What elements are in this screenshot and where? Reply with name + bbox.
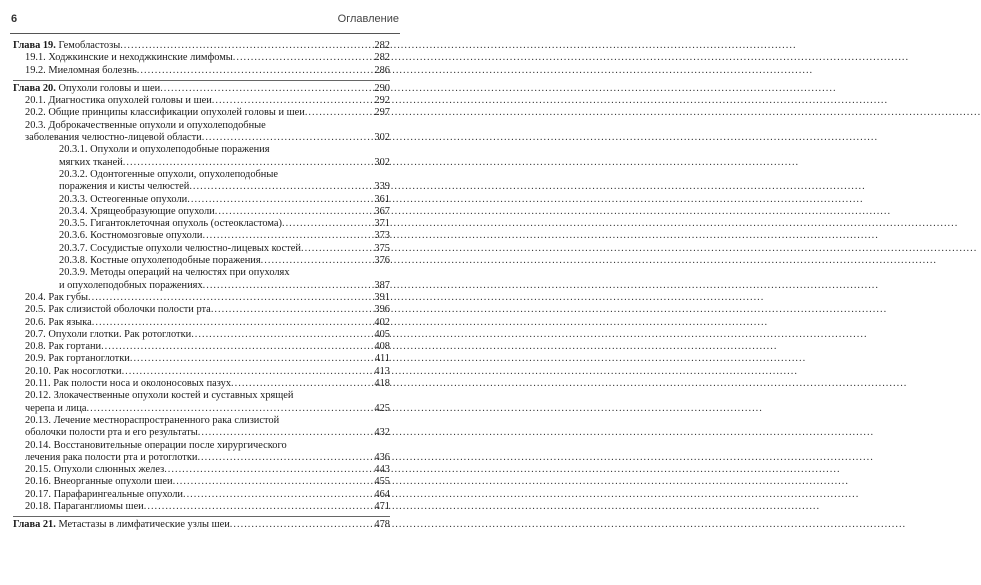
dot-leader [160,83,370,95]
toc-entry-text [25,452,197,464]
dot-leader [164,464,370,476]
toc-line [25,489,390,501]
toc-line [25,292,390,304]
toc-entry-text: 20.1. Диагностика опухолей головы и шеи [25,95,212,107]
toc-entry[interactable] [13,52,390,64]
toc-entry-text [25,65,137,77]
dot-leader [301,243,370,255]
toc-entry-text [25,403,87,415]
toc-line [25,317,390,329]
toc-entry[interactable] [13,65,390,77]
toc-entry[interactable] [13,329,390,341]
toc-line [25,95,390,107]
toc-entry-text: 20.3.6. Костномозговые опухоли [59,230,203,242]
toc-entry[interactable] [13,489,390,501]
toc-entry[interactable] [13,390,390,415]
toc-line [59,181,390,193]
toc-entry-text: лечения рака полости рта и ротоглотки [25,451,198,463]
toc-entry-text [25,132,202,144]
toc-line [59,206,390,218]
toc-line [59,194,390,206]
toc-entry-text: 20.16. Внеорганные опухоли шеи [25,476,173,488]
dot-leader [130,353,370,365]
toc-entry-text [25,464,164,476]
page-number: 376 [374,255,390,267]
toc-entry[interactable] [13,230,390,242]
dot-leader [212,95,370,107]
dot-leader [261,255,370,267]
toc-entry-text: 20.10. Рак носоглотки [25,365,122,377]
toc-line [25,378,390,390]
running-title: Оглавление [337,13,399,25]
dot-leader [101,341,370,353]
page-number: 436 [374,451,390,463]
page-number: 375 [374,242,390,254]
toc-entry-text: 20.13. Лечение местнораспространенного рака слизистой [25,414,280,426]
toc-line [59,243,390,255]
toc-entry-text: оболочки полости рта и его результаты [25,427,198,439]
toc-entry-text [25,304,211,316]
toc-line [25,107,390,119]
toc-entry-text [25,292,88,304]
dot-leader [233,52,370,64]
toc-entry-text: 20.3.1. Опухоли и опухолеподобные поражения [59,144,270,156]
toc-entry[interactable] [13,206,390,218]
dot-leader [187,194,370,206]
toc-entry-text [25,317,92,329]
page-number: 286 [374,64,390,76]
table-of-contents [13,40,390,532]
toc-entry-text: 19.1. Ходжкинские и неходжкинские лимфомы [25,52,233,64]
dot-leader [137,65,370,77]
toc-entry-text: 20.4. Рак губы [25,291,89,303]
toc-entry[interactable] [13,255,390,267]
dot-leader [122,366,370,378]
page-number: 432 [374,427,390,439]
dot-leader [92,317,370,329]
dot-leader [144,501,370,513]
toc-entry-text: 20.14. Восстановительные операции после хирургического [25,439,287,451]
toc-line [59,280,390,292]
page-number: 339 [374,181,390,193]
dot-leader [202,230,370,242]
toc-line [25,329,390,341]
toc-line [59,157,390,169]
toc-entry-text: 20.3.3. Остеогенные опухоли [59,193,188,205]
page-number: 373 [374,230,390,242]
toc-line [25,452,390,464]
toc-entry-text: 20.5. Рак слизистой оболочки полости рта [25,304,211,316]
dot-leader [123,157,370,169]
dot-leader [191,329,370,341]
dot-leader [173,476,370,488]
toc-entry-text [25,378,231,390]
toc-entry-text: заболевания челюстно-лицевой области [25,132,202,144]
toc-entry[interactable] [13,304,390,316]
page-number: 405 [374,328,390,340]
chapter-separator [13,516,390,517]
page-number: 6 [11,13,18,25]
page-number: 371 [374,218,390,230]
dot-leader [215,206,370,218]
toc-entry[interactable] [13,366,390,378]
toc-line [25,353,390,365]
chapter-entry[interactable] [13,40,390,52]
toc-line [25,341,390,353]
dot-leader [231,378,370,390]
chapter-title: Гемобластозы [55,40,121,51]
toc-entry-text: 20.11. Рак полости носа и околоносовых пазух [25,378,232,390]
toc-entry-text [59,157,123,169]
dot-leader [211,304,370,316]
toc-entry-text: 20.3.2. Одонтогенные опухоли, опухолеподобные [59,168,278,180]
toc-entry-text: 20.3.8. Костные опухолеподобные поражения [59,255,261,267]
dot-leader [198,427,370,439]
chapter-label: Глава 20. [13,82,56,94]
chapter-separator [13,80,390,81]
toc-entry-text: 20.12. Злокачественные опухоли костей и суставных хрящей [25,390,294,402]
dot-leader [88,292,370,304]
dot-leader [197,452,370,464]
toc-entry-text: 20.3.9. Методы операций на челюстях при опухолях [59,267,290,279]
toc-entry-text: 19.2. Миеломная болезнь [25,64,137,76]
page-number: 391 [374,291,390,303]
toc-line [59,255,390,267]
toc-line [25,464,390,476]
chapter-label: Глава 19. [13,40,56,51]
page-number: 302 [374,132,390,144]
page-number: 387 [374,279,390,291]
chapter-title: Опухоли головы и шеи [55,82,161,94]
toc-entry-text [25,489,183,501]
toc-entry-text: 20.3. Доброкачественные опухоли и опухолеподобные [25,119,266,131]
toc-entry[interactable] [13,107,390,119]
toc-entry-text: 20.9. Рак гортаноглотки [25,353,130,365]
toc-line [13,40,390,52]
page-number: 402 [374,316,390,328]
toc-entry-text [59,181,189,193]
toc-entry-text [25,341,101,353]
page-number: 282 [374,52,390,64]
toc-line [25,132,390,144]
toc-entry-text: мягких тканей [59,156,123,168]
toc-entry-text: 20.6. Рак языка [25,316,92,328]
toc-entry[interactable] [13,440,390,465]
toc-line [25,501,390,513]
toc-entry-text [13,83,160,95]
toc-line [59,230,390,242]
dot-leader [282,218,370,230]
toc-line [13,519,390,531]
toc-line [25,427,390,439]
page-number: 464 [374,488,390,500]
toc-entry[interactable] [13,415,390,440]
toc-entry[interactable] [13,464,390,476]
page-number: 361 [374,193,390,205]
toc-entry[interactable] [13,194,390,206]
chapter-page-number: 478 [374,519,390,531]
page-number: 408 [374,341,390,353]
dot-leader [183,489,370,501]
toc-entry-text [25,366,122,378]
toc-line [25,65,390,77]
page-number: 455 [374,476,390,488]
toc-entry-text: и опухолеподобных поражениях [59,279,203,291]
toc-entry-text: 20.2. Общие принципы классификации опухолей головы и шеи [25,107,305,119]
toc-entry-text [25,95,212,107]
page-number: 396 [374,304,390,316]
toc-line [25,304,390,316]
dot-leader [120,40,370,52]
page-number: 413 [374,365,390,377]
toc-entry[interactable] [13,353,390,365]
toc-entry-text [25,329,191,341]
toc-entry[interactable] [13,218,390,230]
toc-entry-text [25,501,144,513]
toc-line [25,52,390,64]
dot-leader [87,403,371,415]
toc-entry[interactable] [13,120,390,145]
toc-entry-text [25,476,173,488]
header-rule [10,33,400,34]
toc-entry[interactable] [13,95,390,107]
toc-entry-text [59,194,187,206]
toc-entry-text: черепа и лица [25,402,87,414]
page-number: 297 [374,107,390,119]
toc-entry-text [59,230,202,242]
page-number: 411 [374,353,390,365]
dot-leader [203,280,370,292]
page-number: 471 [374,500,390,512]
toc-line [25,403,390,415]
chapter-entry[interactable] [13,519,390,531]
toc-entry-text: 20.18. Параганглиомы шеи [25,500,144,512]
toc-entry-text [25,52,233,64]
toc-entry-text: 20.8. Рак гортани [25,341,102,353]
toc-line [25,476,390,488]
toc-entry-text: поражения и кисты челюстей [59,181,190,193]
toc-entry-text [59,206,215,218]
chapter-page-number: 290 [374,82,390,94]
toc-entry-text [13,519,230,531]
toc-entry-text: 20.17. Парафарингеальные опухоли [25,488,183,500]
dot-leader [202,132,370,144]
page-number: 443 [374,464,390,476]
toc-entry[interactable] [13,476,390,488]
toc-entry[interactable] [13,144,390,169]
page-number: 425 [374,402,390,414]
toc-entry-text [25,353,130,365]
toc-entry[interactable] [13,378,390,390]
toc-line [13,83,390,95]
chapter-page-number: 282 [374,40,390,51]
dot-leader [189,181,370,193]
toc-entry[interactable] [13,292,390,304]
toc-entry-text: 20.15. Опухоли слюнных желез [25,464,165,476]
toc-entry-text [59,255,261,267]
toc-entry-text [25,107,305,119]
toc-entry-text [59,280,203,292]
page-header [10,13,400,33]
toc-entry[interactable] [13,317,390,329]
toc-entry-text: 20.3.4. Хрящеобразующие опухоли [59,205,215,217]
toc-entry-text [25,427,198,439]
toc-line [25,366,390,378]
toc-entry-text [59,218,282,230]
toc-entry-text: 20.7. Опухоли глотки. Рак ротоглотки [25,328,192,340]
toc-entry[interactable] [13,169,390,194]
toc-entry[interactable] [13,341,390,353]
toc-line [59,218,390,230]
page-number: 367 [374,205,390,217]
page-number: 302 [374,156,390,168]
chapter-entry[interactable] [13,83,390,95]
chapter-label: Глава 21. [13,519,56,531]
page-number: 418 [374,378,390,390]
page-number: 292 [374,95,390,107]
toc-entry-text: 20.3.7. Сосудистые опухоли челюстно-лицевых костей [59,242,301,254]
chapter-title: Метастазы в лимфатические узлы шеи [55,519,230,531]
toc-entry-text: 20.3.5. Гигантоклеточная опухоль (остеокластома) [59,218,282,230]
toc-entry-text [13,40,120,52]
toc-entry[interactable] [13,501,390,513]
toc-entry[interactable] [13,243,390,255]
dot-leader [230,519,370,531]
toc-entry-text [59,243,301,255]
toc-entry[interactable] [13,267,390,292]
dot-leader [305,107,370,119]
